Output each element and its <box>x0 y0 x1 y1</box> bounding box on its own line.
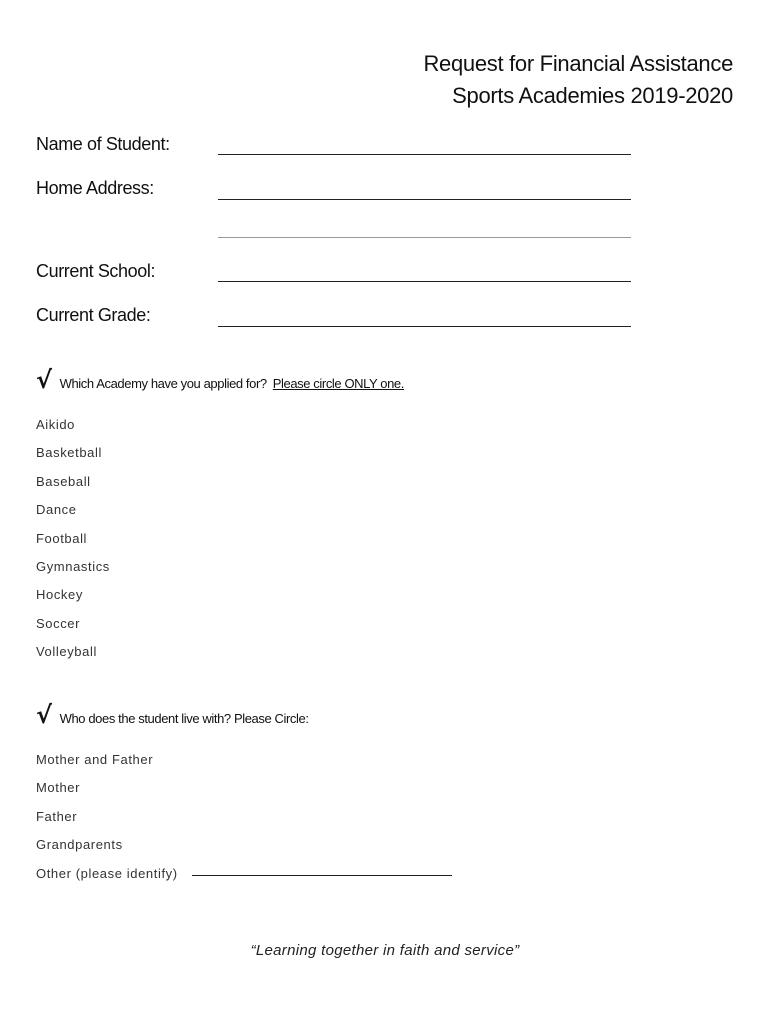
checkmark-icon: √ <box>36 701 52 729</box>
home-address-line-2[interactable] <box>218 237 631 238</box>
home-address-label: Home Address: <box>36 178 154 198</box>
name-of-student-line[interactable] <box>218 154 631 155</box>
living-question-text: Who does the student live with? Please Circle: <box>59 711 309 726</box>
academy-option-gymnastics[interactable]: Gymnastics <box>36 558 110 574</box>
academy-option-aikido[interactable]: Aikido <box>36 417 76 432</box>
living-option-father[interactable]: Father <box>36 808 78 824</box>
academy-option-basketball[interactable]: Basketball <box>36 445 102 461</box>
academy-option-hockey[interactable]: Hockey <box>36 587 83 603</box>
form-title-line-2: Sports Academies 2019-2020 <box>452 83 733 108</box>
form-title <box>423 48 733 112</box>
academy-option-soccer[interactable]: Soccer <box>36 615 81 631</box>
home-address-line[interactable] <box>218 199 631 200</box>
living-option-mother[interactable]: Mother <box>36 780 81 796</box>
name-of-student-label: Name of Student: <box>36 134 170 154</box>
living-question <box>36 701 309 729</box>
checkmark-icon: √ <box>36 366 52 394</box>
academy-option-baseball[interactable]: Baseball <box>36 473 91 489</box>
academy-option-dance[interactable]: Dance <box>36 502 77 518</box>
academy-question-text: Which Academy have you applied for? <box>59 376 267 391</box>
living-option-other-label: Other (please identify) <box>36 865 178 881</box>
academy-options <box>36 411 110 667</box>
current-grade-label: Current Grade: <box>36 305 151 325</box>
other-identify-line[interactable] <box>192 875 452 876</box>
form-title-line-1: Request for Financial Assistance <box>423 51 733 76</box>
footer-motto: “Learning together in faith and service” <box>250 942 520 959</box>
current-school-line[interactable] <box>218 281 631 282</box>
living-option-other[interactable] <box>36 860 452 888</box>
current-grade-line[interactable] <box>218 326 631 327</box>
academy-option-volleyball[interactable]: Volleyball <box>36 644 97 660</box>
living-options <box>36 746 452 888</box>
current-school-label: Current School: <box>36 261 156 281</box>
academy-question <box>36 366 404 394</box>
living-option-grandparents[interactable]: Grandparents <box>36 837 123 853</box>
academy-option-football[interactable]: Football <box>36 530 88 546</box>
living-option-mother-and-father[interactable]: Mother and Father <box>36 752 154 767</box>
academy-question-instruction: Please circle ONLY one. <box>272 376 404 391</box>
